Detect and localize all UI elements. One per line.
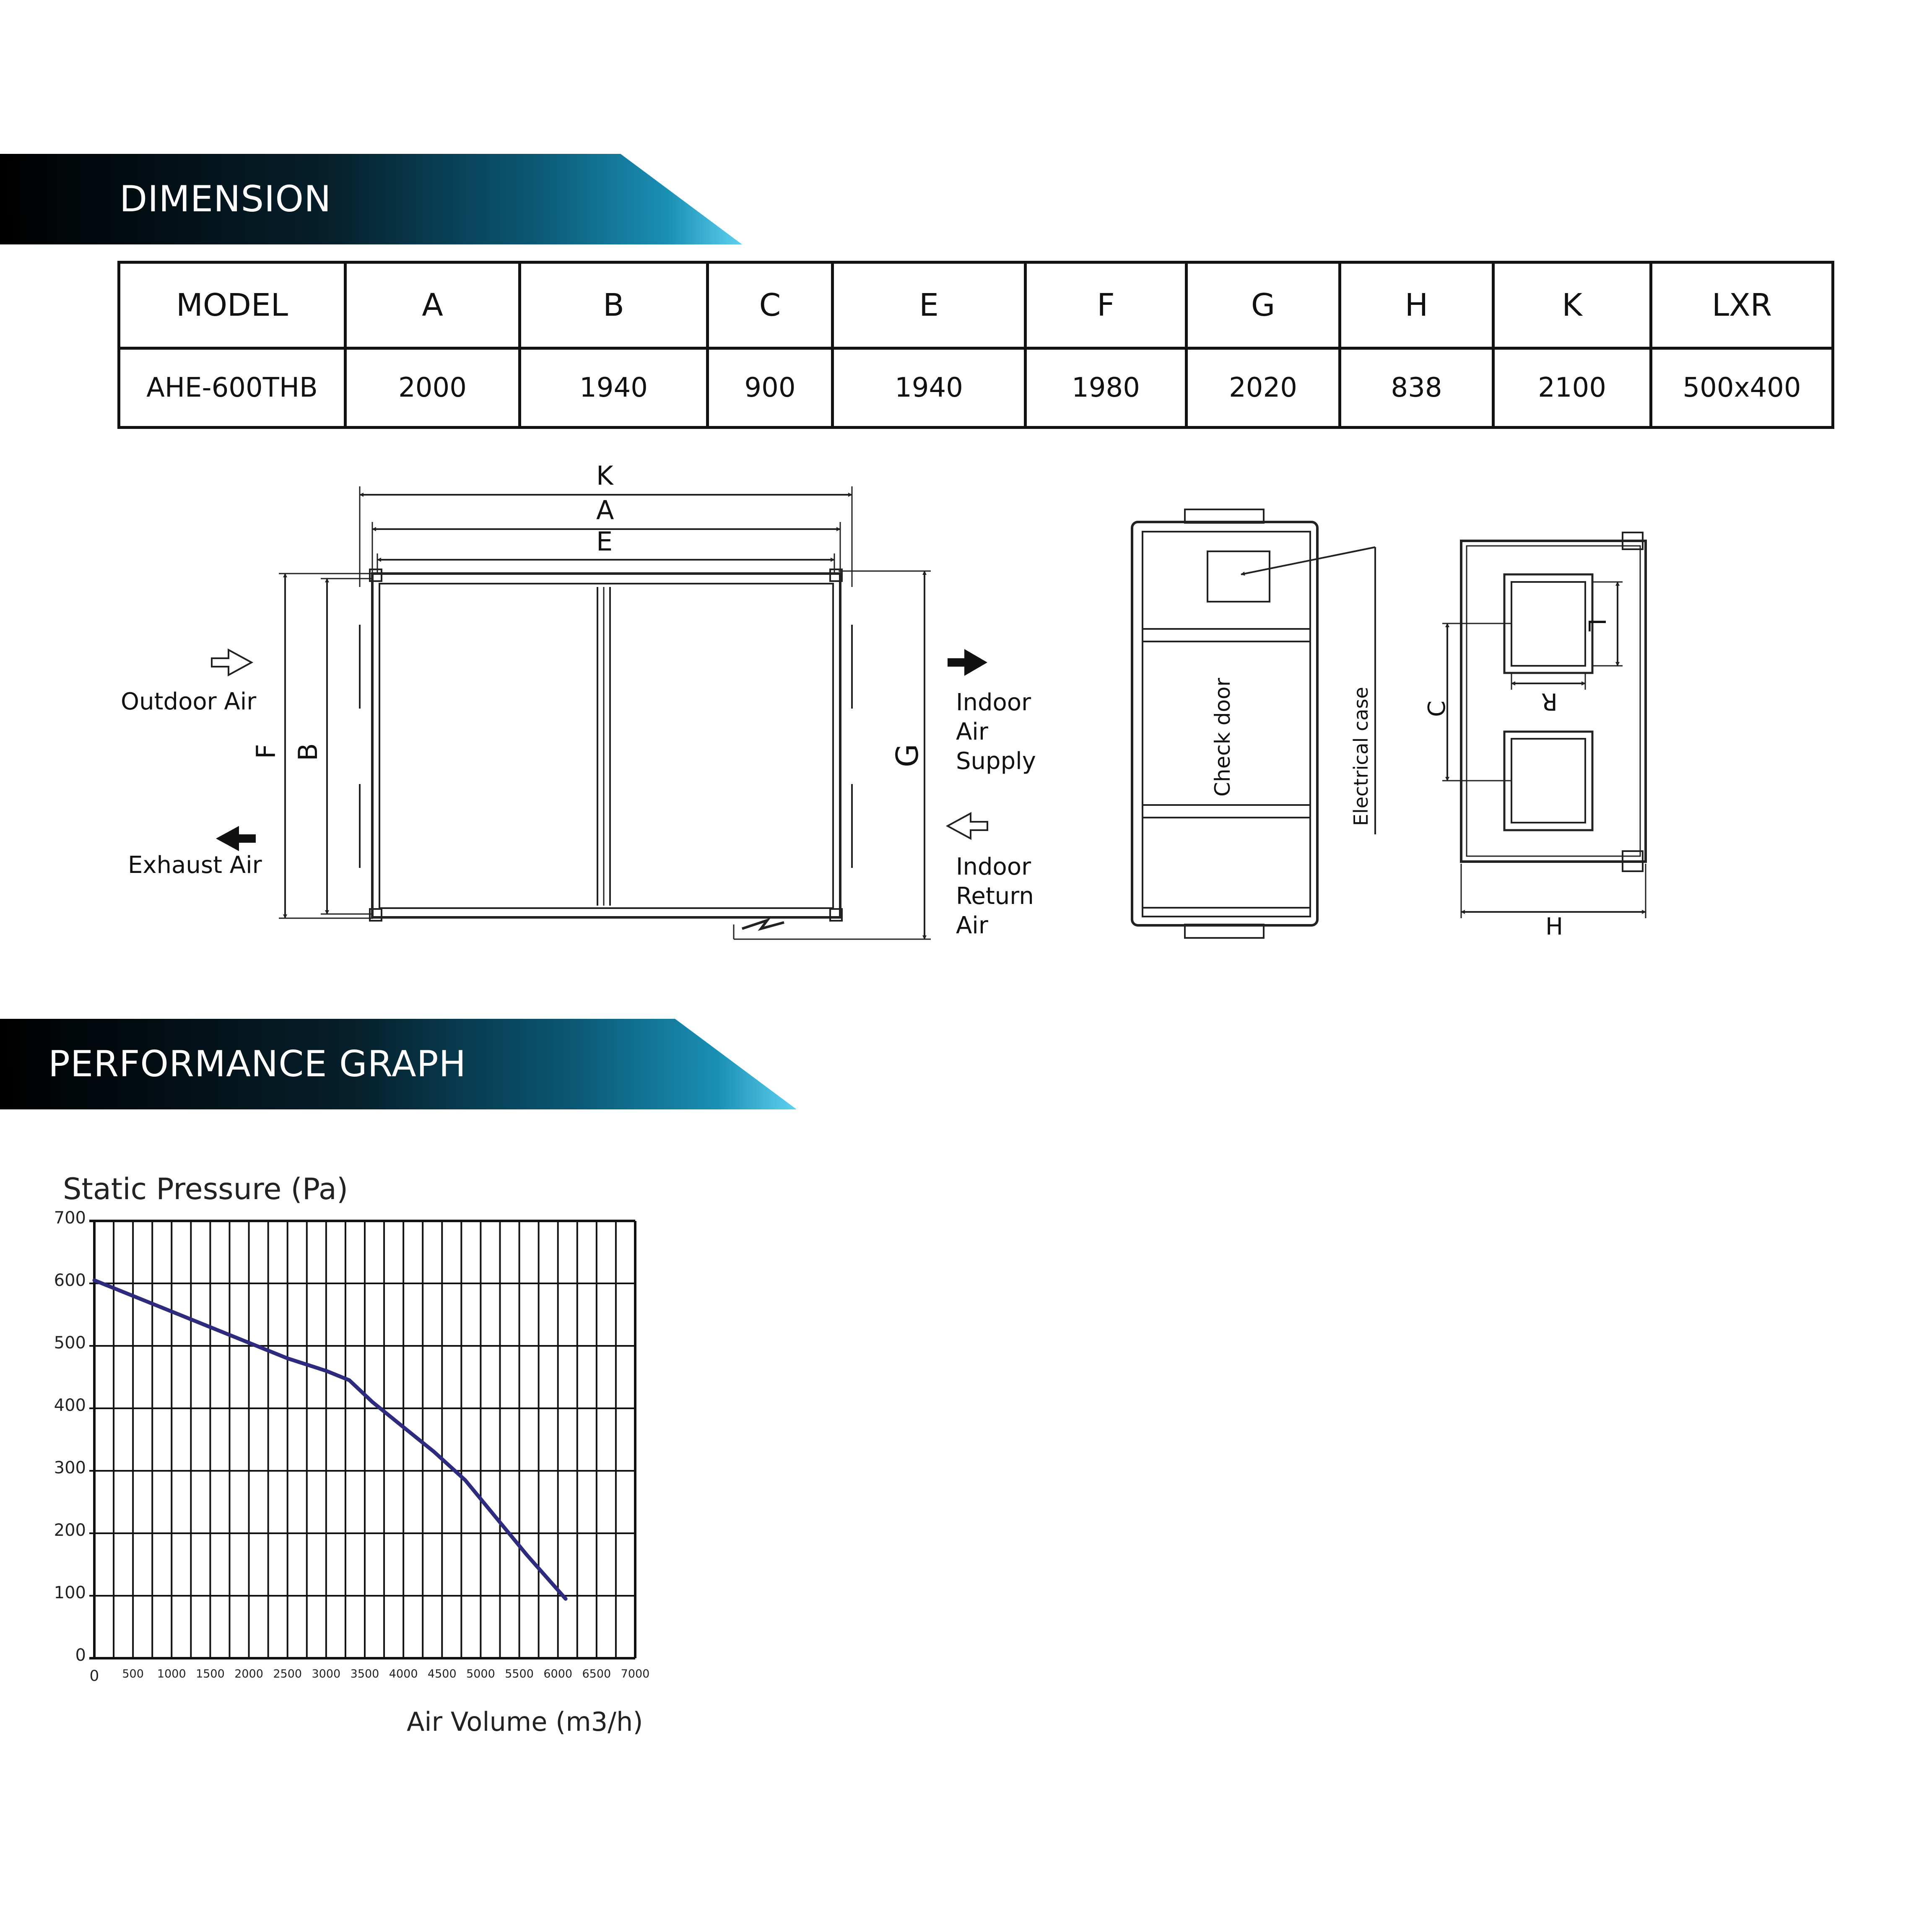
- header-cell: A: [345, 262, 520, 348]
- y-tick-label: 600: [54, 1271, 86, 1290]
- y-axis-title: Static Pressure (Pa): [63, 1172, 348, 1206]
- electrical-case-label: Electrical case: [1350, 687, 1372, 826]
- header-cell: E: [833, 262, 1026, 348]
- dim-label-h: H: [1545, 913, 1563, 940]
- x-tick-label: 3000: [312, 1667, 341, 1680]
- outdoor-air-label: Outdoor Air: [121, 688, 257, 715]
- header-cell: B: [520, 262, 708, 348]
- y-tick-label: 500: [54, 1333, 86, 1353]
- cell-c: 900: [708, 348, 833, 428]
- header-cell: F: [1026, 262, 1187, 348]
- x-tick-label: 5000: [466, 1667, 495, 1680]
- dim-label-b: B: [293, 743, 323, 761]
- x-tick-label: 6500: [582, 1667, 611, 1680]
- exhaust-air-label: Exhaust Air: [128, 852, 262, 879]
- y-tick-label: 100: [54, 1583, 86, 1602]
- y-tick-label: 200: [54, 1521, 86, 1540]
- dim-label-l: L: [1583, 618, 1610, 632]
- header-cell: H: [1340, 262, 1493, 348]
- header-cell: G: [1187, 262, 1340, 348]
- header-cell: LXR: [1651, 262, 1833, 348]
- cell-f: 1980: [1026, 348, 1187, 428]
- x-tick-label: 1000: [157, 1667, 186, 1680]
- x-tick-label: 4000: [389, 1667, 418, 1680]
- cell-h: 838: [1340, 348, 1493, 428]
- check-door-label: Check door: [1210, 678, 1235, 797]
- dim-label-r: R: [1541, 688, 1558, 715]
- cell-b: 1940: [520, 348, 708, 428]
- x-tick-label: 6000: [543, 1667, 573, 1680]
- x-tick-label: 1500: [196, 1667, 225, 1680]
- indoor-supply-label-2: Air: [956, 718, 988, 745]
- x-axis-title: Air Volume (m3/h): [407, 1706, 643, 1737]
- dim-label-k: K: [596, 460, 613, 491]
- dim-label-c: C: [1423, 700, 1451, 717]
- indoor-return-label-1: Indoor: [956, 853, 1031, 880]
- dim-label-g: G: [890, 744, 925, 767]
- dim-label-f: F: [251, 744, 281, 759]
- header-cell: K: [1493, 262, 1651, 348]
- x-tick-label: 3500: [350, 1667, 379, 1680]
- x-tick-label: 500: [122, 1667, 144, 1680]
- performance-title: PERFORMANCE GRAPH: [48, 1043, 467, 1085]
- indoor-return-label-3: Air: [956, 912, 988, 939]
- y-tick-label: 0: [75, 1646, 86, 1665]
- header-cell: MODEL: [119, 262, 345, 348]
- indoor-return-label-2: Return: [956, 883, 1034, 910]
- dimension-title: DIMENSION: [119, 178, 332, 220]
- x-tick-label: 2500: [273, 1667, 302, 1680]
- x-tick-label: 5500: [505, 1667, 534, 1680]
- y-tick-label: 300: [54, 1458, 86, 1478]
- dim-label-e: E: [596, 526, 613, 557]
- cell-k: 2100: [1493, 348, 1651, 428]
- cell-g: 2020: [1187, 348, 1340, 428]
- performance-curve: [94, 1280, 566, 1599]
- cell-e: 1940: [833, 348, 1026, 428]
- indoor-supply-label-1: Indoor: [956, 689, 1031, 716]
- y-tick-label: 700: [54, 1208, 86, 1228]
- cell-model: AHE-600THB: [119, 348, 345, 428]
- x-tick-label: 2000: [234, 1667, 263, 1680]
- dim-label-a: A: [596, 495, 614, 525]
- indoor-supply-label-3: Supply: [956, 748, 1036, 775]
- x-tick-label: 4500: [427, 1667, 457, 1680]
- x-tick-label: 0: [89, 1667, 99, 1685]
- y-tick-label: 400: [54, 1396, 86, 1415]
- cell-lxr: 500x400: [1651, 348, 1833, 428]
- x-tick-label: 7000: [621, 1667, 650, 1680]
- cell-a: 2000: [345, 348, 520, 428]
- header-cell: C: [708, 262, 833, 348]
